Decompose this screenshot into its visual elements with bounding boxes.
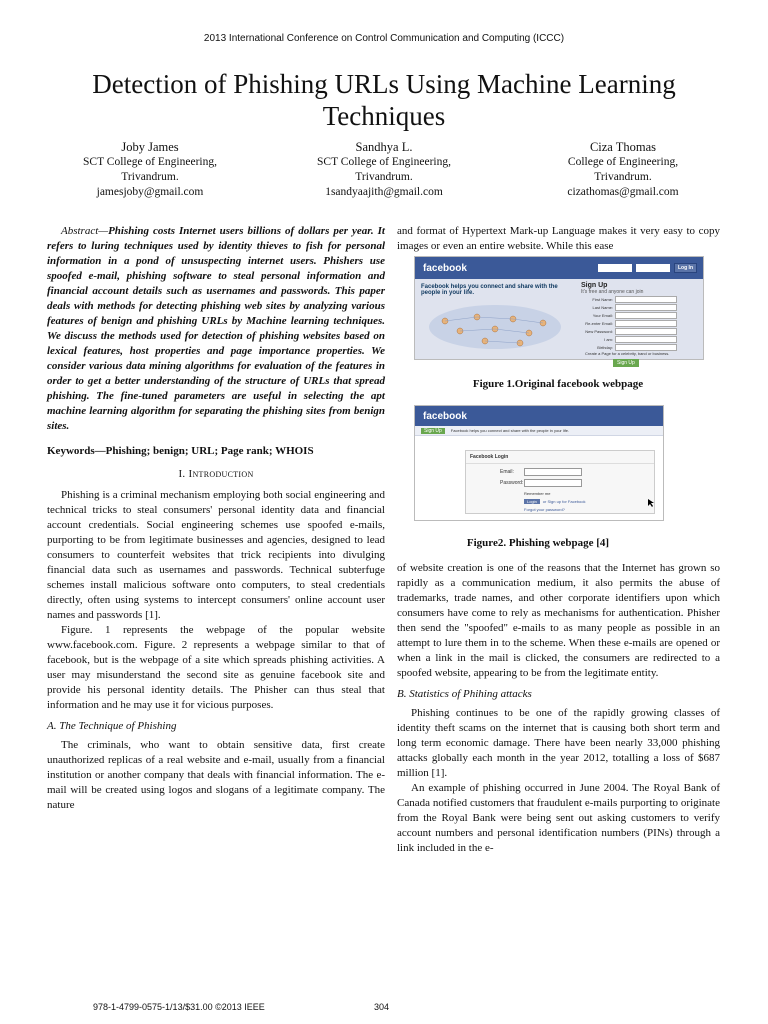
phishing-remember: Remember me: [524, 491, 551, 496]
phishing-email-field: [524, 468, 582, 476]
signup-field-label: Birthday:: [597, 345, 613, 350]
phishing-signup-link: or Sign up for Facebook: [542, 499, 586, 504]
signup-field-row: [581, 336, 699, 343]
phishing-email-label: Email:: [500, 469, 514, 475]
author-2: [284, 140, 484, 200]
footer-page-number: 304: [374, 1002, 390, 1012]
author-city: Trivandrum.: [355, 171, 413, 183]
author-affiliation: SCT College of Engineering,: [83, 156, 217, 168]
left-column: [47, 224, 385, 813]
author-city: Trivandrum.: [121, 171, 179, 183]
author-affiliation: SCT College of Engineering,: [317, 156, 451, 168]
phishing-subbar: [415, 426, 663, 436]
signup-field-row: [581, 312, 699, 319]
signup-field-row: [581, 344, 699, 351]
phishing-tagline: Facebook helps you connect and share with the people in your life.: [450, 428, 570, 433]
signup-field-label: First Name:: [592, 297, 613, 302]
author-email: cizathomas@gmail.com: [567, 186, 679, 198]
mouse-cursor-icon: [647, 498, 655, 508]
statistics-paragraph-2: An example of phishing occurred in June 2004. The Royal Bank of Canada notified customers that fraudulent e-mails purporting to originate from the Royal Bank were being sent out asking customers to verify account numbers and personal identification numbers (PINs) through a link included in the e-: [397, 782, 720, 854]
phishing-header-bar: [415, 406, 663, 426]
signup-field-input: [615, 312, 677, 319]
author-name: Sandhya L.: [355, 140, 413, 154]
subsection-heading-technique: A. The Technique of Phishing: [47, 720, 177, 732]
author-email: jamesjoby@gmail.com: [96, 186, 204, 198]
author-3: [523, 140, 723, 200]
create-page-link: Create a Page for a celebrity, band or business.: [585, 351, 670, 356]
login-password-field: [636, 264, 670, 272]
signup-field-label: Your Email:: [592, 313, 613, 318]
author-city: Trivandrum.: [594, 171, 652, 183]
signup-field-input: [615, 320, 677, 327]
figure-2-caption: Figure2. Phishing webpage [4]: [466, 537, 610, 549]
signup-fields: [581, 296, 699, 351]
author-1: [50, 140, 250, 200]
signup-field-input: [615, 304, 677, 311]
footer-isbn: 978-1-4799-0575-1/13/$31.00 ©2013 IEEE: [93, 1002, 265, 1012]
right-paragraph-continued: of website creation is one of the reasons that the Internet has grown so rapidly as a communication medium, it also permits the abuse of trademarks, trade names, and other corporate identifiers upon which consumers have come to rely as mechanisms for authentication. Phisher then send the "spoofed" e-mails to as many people as possible in an attempt to lure them in to the scheme. When these e-mails are opened or when a link in the mail is clicked, the consumers are redirected to a spoofed website, appearing to be from the legitimate entity.: [397, 562, 720, 679]
phishing-login-button: Login: [524, 499, 540, 504]
signup-field-row: [581, 320, 699, 327]
keywords: Keywords—Phishing; benign; URL; Page rank; WHOIS: [47, 445, 314, 457]
signup-field-input: [615, 328, 677, 335]
author-affiliation: College of Engineering,: [567, 156, 679, 168]
login-button: Log In: [674, 263, 697, 273]
signup-field-label: Last Name:: [592, 305, 613, 310]
phishing-logo: facebook: [423, 410, 467, 422]
technique-paragraph: The criminals, who want to obtain sensitive data, first create unauthorized replicas of a real website and e-mail, usually from a financial institution or another company that deals with financial information. The e-mail will be created using logos and slogans of a legitimate company. The nature: [47, 739, 385, 811]
intro-paragraph-1: Phishing is a criminal mechanism employing both social engineering and technical tricks to steal consumers' personal identity data and financial account credentials. Social engineering schemes use spoofed e-mails, purporting to be from legitimate businesses and agencies, designed to lead consumers to counterfeit websites that trick recipients into divulging financial data such as usernames and passwords. Technical subterfuge schemes install malicious software onto computers, to steal credentials directly, often using systems to intercept consumers' online account user names and passwords [1].: [47, 489, 385, 621]
signup-field-input: [615, 344, 677, 351]
subsection-heading-statistics: B. Statistics of Phihing attacks: [397, 688, 532, 700]
phishing-actions: [524, 499, 654, 504]
phishing-login-title: Facebook Login: [466, 451, 654, 464]
abstract: [47, 224, 385, 434]
right-paragraph-top: and format of Hypertext Mark-up Language makes it very easy to copy images or even an entire website. While this ease: [397, 225, 720, 252]
signup-field-input: [615, 296, 677, 303]
facebook-logo: facebook: [423, 262, 467, 274]
author-name: Ciza Thomas: [589, 140, 657, 154]
phishing-password-label: Password:: [500, 480, 524, 486]
author-email: 1sandyaajith@gmail.com: [325, 186, 443, 198]
figure-1-caption: Figure 1.Original facebook webpage: [472, 378, 644, 390]
author-name: Joby James: [121, 140, 179, 154]
conference-header: 2013 International Conference on Control Communication and Computing (ICCC): [203, 33, 565, 44]
paper-title: Detection of Phishing URLs Using Machine Learning Techniques: [92, 69, 676, 131]
phishing-signup-button: Sign Up: [421, 428, 445, 434]
statistics-paragraph-1: Phishing continues to be one of the rapidly growing classes of identity theft scams on the internet that is causing both short term and long term economic damage. There have been nearly 33,000 phishing attacks globally each month in the year 2012, totalling a loss of $687 million [1].: [397, 707, 720, 779]
login-email-field: [598, 264, 632, 272]
signup-field-row: [581, 296, 699, 303]
signup-subtitle: It's free and anyone can join: [581, 289, 644, 295]
signup-button: Sign Up: [613, 359, 639, 367]
signup-field-label: Re-enter Email:: [585, 321, 613, 326]
right-column-bottom: [397, 561, 720, 856]
intro-paragraph-2: Figure. 1 represents the webpage of the popular website www.facebook.com. Figure. 2 represents a webpage similar to that of facebook, but is the webpage of a site which spreads phishing activities. A user may misunderstand the second site as genuine facebook site and provide his personal identity details. The Phisher can thus steal that information and he may use it for vicious purposes.: [47, 624, 385, 711]
section-heading-introduction: I. Introduction: [178, 468, 254, 480]
login-fields: [598, 263, 697, 273]
figure-2-phishing: [414, 405, 664, 521]
phishing-email-row: [500, 468, 654, 476]
signup-field-row: [581, 304, 699, 311]
signup-field-input: [615, 336, 677, 343]
facebook-header-bar: [415, 257, 703, 279]
phishing-forgot-link: Forgot your password?: [524, 507, 565, 512]
phishing-password-field: [524, 479, 582, 487]
phishing-login-box: [465, 450, 655, 514]
abstract-lead: Abstract—: [61, 225, 109, 237]
signup-field-label: New Password:: [585, 329, 613, 334]
phishing-password-row: [500, 479, 654, 487]
abstract-text: Phishing costs Internet users billions of dollars per year. It refers to luring techniques used by identity thieves to fish for personal information in a pond of unsuspecting internet users. Phishers use spoofed e-mail, phishing software to steal personal information and financial account details such as usernames and passwords. This paper deals with methods for detecting phishing web sites by analyzing various features of benign and phishing URLs by Machine learning techniques. We discuss the methods used for detection of phishing websites based on lexical features, host properties and page importance properties. We consider various data mining algorithms for evaluation of the features in order to get a better understanding of the structure of URLs that spread phishing. The fine-tuned parameters are useful in selecting the apt machine learning algorithm for separating the phishing sites from benign sites.: [47, 225, 385, 432]
signup-field-row: [581, 328, 699, 335]
facebook-tagline: Facebook helps you connect and share with the people in your life.: [421, 284, 558, 296]
world-map-illustration: [425, 301, 565, 353]
signup-title: Sign Up: [581, 282, 608, 289]
figure-1-facebook: [414, 256, 704, 366]
right-column-top: [397, 224, 720, 254]
signup-field-label: I am:: [604, 337, 613, 342]
